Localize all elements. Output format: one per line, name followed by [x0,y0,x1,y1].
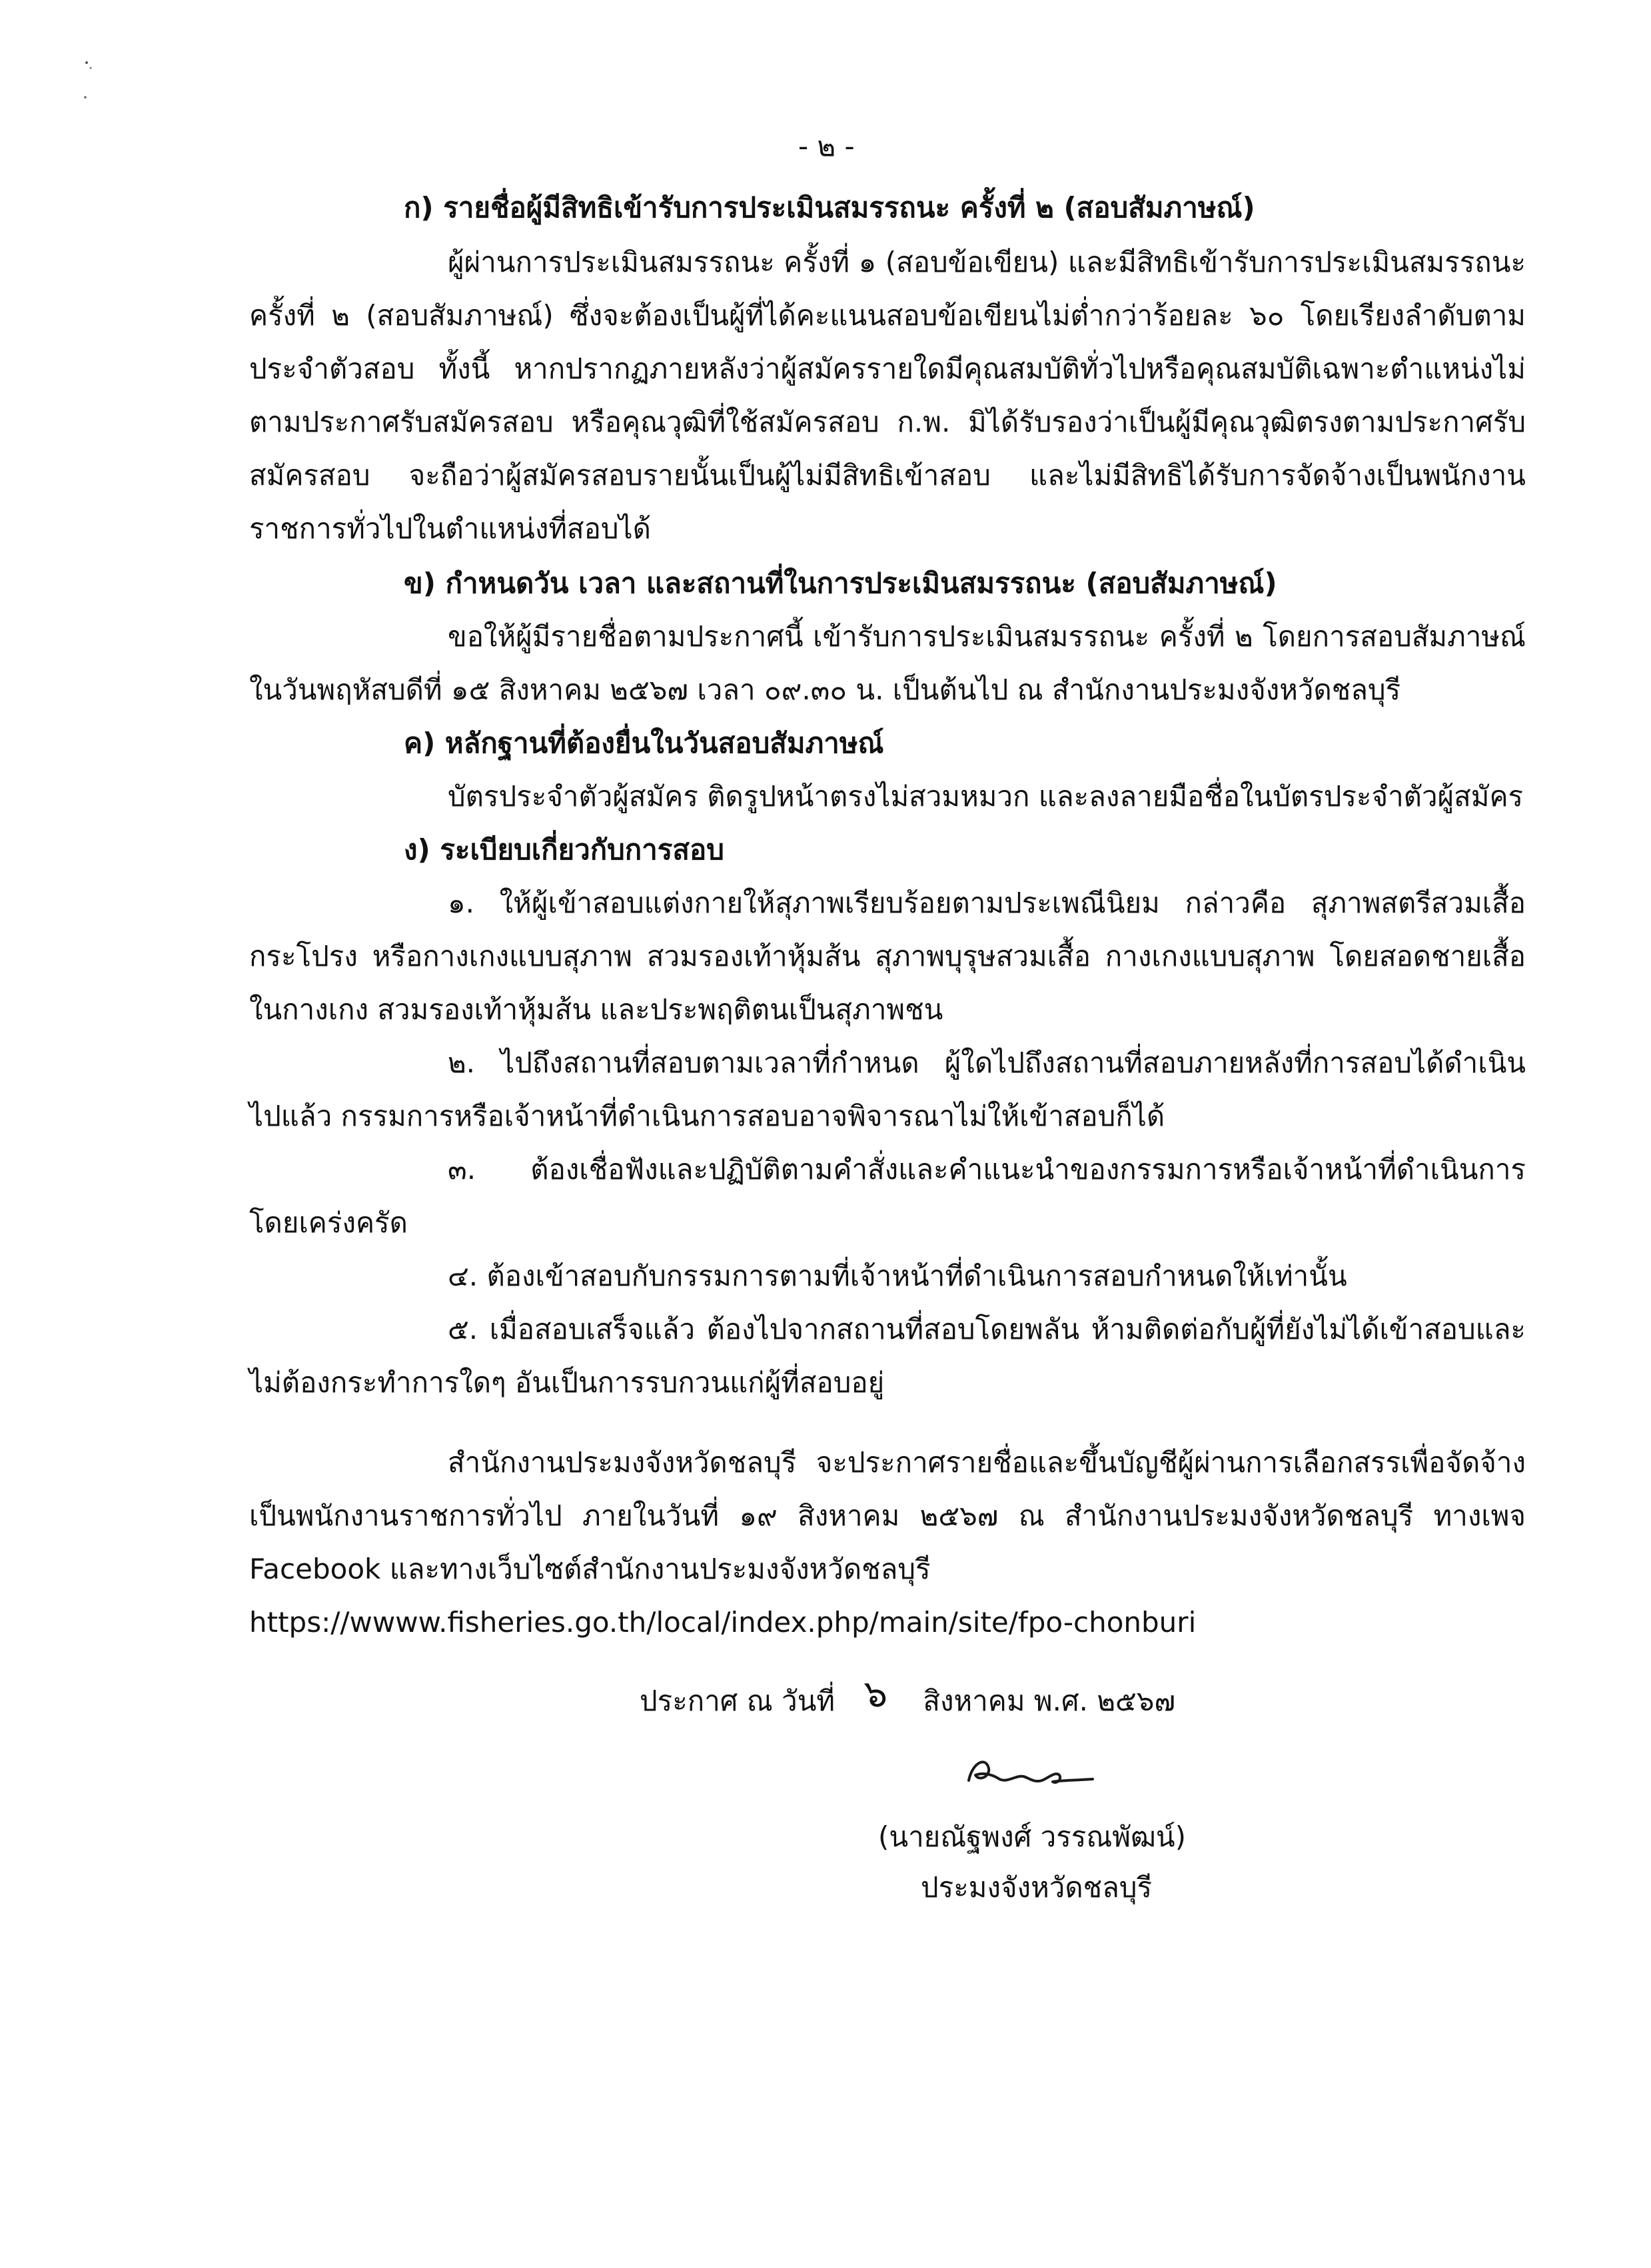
scan-specks [73,53,100,107]
closing-line: Facebook และทางเว็บไซต์สำนักงานประมงจังหวัดชลบุรี [249,1553,931,1585]
rule-item-5-cont: ไม่ต้องกระทำการใดๆ อันเป็นการรบกวนแก่ผู้ที่สอบอยู่ [249,1366,885,1399]
section-a-line: ตามประกาศรับสมัครสอบ หรือคุณวุฒิที่ใช้สมัครสอบ ก.พ. มิได้รับรองว่าเป็นผู้มีคุณวุฒิตรงตามประกาศรับ [249,406,1526,438]
signature-image [959,1742,1106,1802]
closing-line: เป็นพนักงานราชการทั่วไป ภายในวันที่ ๑๙ สิงหาคม ๒๕๖๗ ณ สำนักงานประมงจังหวัดชลบุรี ทางเพจ [249,1499,1526,1532]
announcement-date-prefix: ประกาศ ณ วันที่ [640,1685,835,1717]
announcement-date-day: ๖ [863,1673,888,1716]
section-c-line: บัตรประจำตัวผู้สมัคร ติดรูปหน้าตรงไม่สวมหมวก และลงลายมือชื่อในบัตรประจำตัวผู้สมัคร [448,780,1524,813]
website-link[interactable]: https://wwww.fisheries.go.th/local/index.php/main/site/fpo-chonburi [249,1606,1197,1639]
section-a-heading: ก) รายชื่อผู้มีสิทธิเข้ารับการประเมินสมรรถนะ ครั้งที่ ๒ (สอบสัมภาษณ์) [404,191,1255,224]
announcement-date-rest: สิงหาคม พ.ศ. ๒๕๖๗ [923,1685,1176,1717]
rule-item-2-cont: ไปแล้ว กรรมการหรือเจ้าหน้าที่ดำเนินการสอบอาจพิจารณาไม่ให้เข้าสอบก็ได้ [249,1100,1165,1132]
section-b-line: ในวันพฤหัสบดีที่ ๑๕ สิงหาคม ๒๕๖๗ เวลา ๐๙.๓๐ น. เป็นต้นไป ณ สำนักงานประมงจังหวัดชลบุรี [249,673,1401,706]
section-d-heading: ง) ระเบียบเกี่ยวกับการสอบ [404,833,724,866]
rule-item-3: ๓. ต้องเชื่อฟังและปฏิบัติตามคำสั่งและคำแนะนำของกรรมการหรือเจ้าหน้าที่ดำเนินการ [448,1153,1526,1186]
section-c-heading: ค) หลักฐานที่ต้องยื่นในวันสอบสัมภาษณ์ [404,727,884,759]
announcement-date [640,1673,1176,1718]
rule-item-3-cont: โดยเคร่งครัด [249,1206,408,1239]
section-a-line: ประจำตัวสอบ ทั้งนี้ หากปรากฏภายหลังว่าผู้สมัครรายใดมีคุณสมบัติทั่วไปหรือคุณสมบัติเฉพาะตำแหน่งไม่ [249,352,1526,385]
rule-item-5: ๕. เมื่อสอบเสร็จแล้ว ต้องไปจากสถานที่สอบโดยพลัน ห้ามติดต่อกับผู้ที่ยังไม่ได้เข้าสอบและ [448,1313,1526,1345]
section-a-line: ครั้งที่ ๒ (สอบสัมภาษณ์) ซึ่งจะต้องเป็นผู้ที่ได้คะแนนสอบข้อเขียนไม่ต่ำกว่าร้อยละ ๖๐ โดยเรียงลำดับตาม [249,299,1526,332]
signatory-name: (นายณัฐพงศ์ วรรณพัฒน์) [878,1820,1187,1853]
section-a-line: ผู้ผ่านการประเมินสมรรถนะ ครั้งที่ ๑ (สอบข้อเขียน) และมีสิทธิเข้ารับการประเมินสมรรถนะ [448,246,1526,278]
rule-item-1-cont: กระโปรง หรือกางเกงแบบสุภาพ สวมรองเท้าหุ้มส้น สุภาพบุรุษสวมเสื้อ กางเกงแบบสุภาพ โดยสอดชายเสื้อ [249,940,1526,972]
rule-item-4: ๔. ต้องเข้าสอบกับกรรมการตามที่เจ้าหน้าที่ดำเนินการสอบกำหนดให้เท่านั้น [448,1260,1347,1292]
page-number: - ๒ - [798,130,855,163]
closing-line: สำนักงานประมงจังหวัดชลบุรี จะประกาศรายชื่อและขึ้นบัญชีผู้ผ่านการเลือกสรรเพื่อจัดจ้าง [448,1446,1526,1479]
signatory-title: ประมงจังหวัดชลบุรี [921,1871,1153,1904]
section-a-line: ราชการทั่วไปในตำแหน่งที่สอบได้ [249,512,651,545]
section-a-line: สมัครสอบ จะถือว่าผู้สมัครสอบรายนั้นเป็นผู้ไม่มีสิทธิเข้าสอบ และไม่มีสิทธิได้รับการจัดจ้างเป็นพนักงาน [249,459,1526,492]
section-b-line: ขอให้ผู้มีรายชื่อตามประกาศนี้ เข้ารับการประเมินสมรรถนะ ครั้งที่ ๒ โดยการสอบสัมภาษณ์ [448,620,1526,653]
section-b-heading: ข) กำหนดวัน เวลา และสถานที่ในการประเมินสมรรถนะ (สอบสัมภาษณ์) [404,567,1277,599]
rule-item-2: ๒. ไปถึงสถานที่สอบตามเวลาที่กำหนด ผู้ใดไปถึงสถานที่สอบภายหลังที่การสอบได้ดำเนิน [448,1046,1526,1079]
rule-item-1-cont: ในกางเกง สวมรองเท้าหุ้มส้น และประพฤติตนเป็นสุภาพชน [249,993,943,1026]
rule-item-1: ๑. ให้ผู้เข้าสอบแต่งกายให้สุภาพเรียบร้อยตามประเพณีนิยม กล่าวคือ สุภาพสตรีสวมเสื้อ [448,887,1526,919]
